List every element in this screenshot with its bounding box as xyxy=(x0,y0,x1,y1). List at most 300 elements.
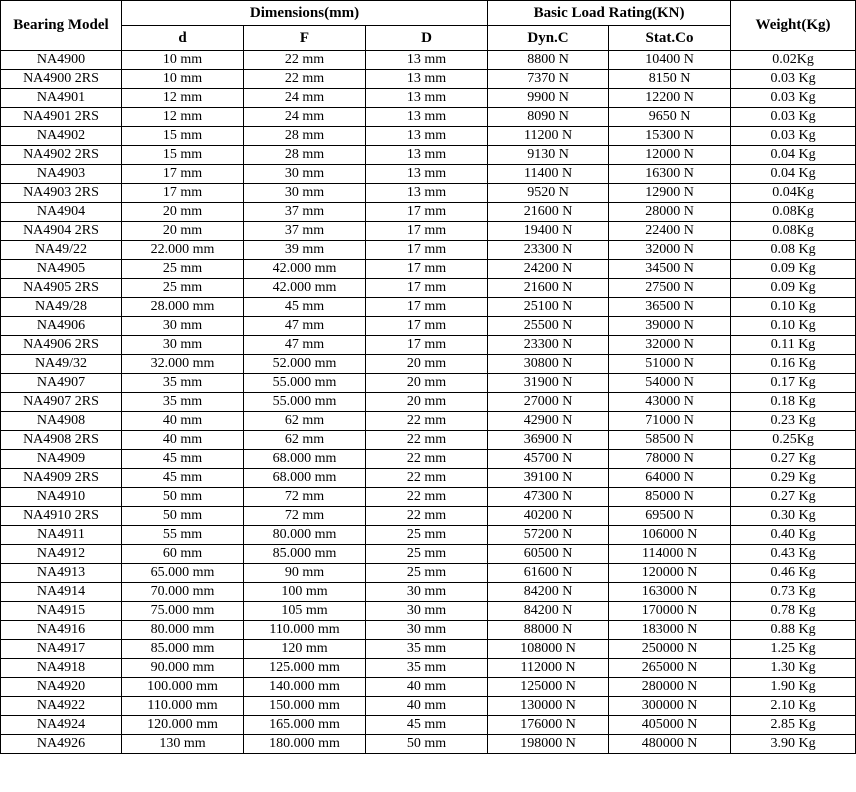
cell-bearing-model: NA49/32 xyxy=(1,355,122,374)
cell-dyn-c: 9130 N xyxy=(488,146,609,165)
cell-bearing-model: NA4918 xyxy=(1,659,122,678)
cell-weight: 0.11 Kg xyxy=(731,336,856,355)
cell-bearing-model: NA4901 xyxy=(1,89,122,108)
cell-f: 120 mm xyxy=(244,640,366,659)
cell-bearing-model: NA4910 xyxy=(1,488,122,507)
cell-d: 40 mm xyxy=(122,412,244,431)
cell-outer-d: 17 mm xyxy=(366,336,488,355)
cell-stat-co: 32000 N xyxy=(609,241,731,260)
cell-bearing-model: NA4917 xyxy=(1,640,122,659)
cell-f: 30 mm xyxy=(244,165,366,184)
cell-weight: 0.09 Kg xyxy=(731,279,856,298)
table-row xyxy=(1,51,856,70)
cell-f: 42.000 mm xyxy=(244,260,366,279)
cell-bearing-model: NA4903 xyxy=(1,165,122,184)
cell-f: 90 mm xyxy=(244,564,366,583)
cell-weight: 1.25 Kg xyxy=(731,640,856,659)
cell-dyn-c: 130000 N xyxy=(488,697,609,716)
table-row xyxy=(1,127,856,146)
cell-outer-d: 17 mm xyxy=(366,317,488,336)
header-outer-diameter-d: D xyxy=(366,26,488,51)
cell-stat-co: 39000 N xyxy=(609,317,731,336)
cell-f: 85.000 mm xyxy=(244,545,366,564)
cell-d: 85.000 mm xyxy=(122,640,244,659)
cell-outer-d: 40 mm xyxy=(366,697,488,716)
cell-outer-d: 20 mm xyxy=(366,355,488,374)
cell-stat-co: 250000 N xyxy=(609,640,731,659)
cell-stat-co: 27500 N xyxy=(609,279,731,298)
table-row xyxy=(1,279,856,298)
cell-dyn-c: 11200 N xyxy=(488,127,609,146)
cell-d: 30 mm xyxy=(122,317,244,336)
cell-f: 55.000 mm xyxy=(244,374,366,393)
header-basic-load-rating: Basic Load Rating(KN) xyxy=(488,1,731,26)
cell-dyn-c: 125000 N xyxy=(488,678,609,697)
cell-f: 24 mm xyxy=(244,89,366,108)
cell-stat-co: 300000 N xyxy=(609,697,731,716)
cell-dyn-c: 36900 N xyxy=(488,431,609,450)
cell-f: 110.000 mm xyxy=(244,621,366,640)
cell-f: 55.000 mm xyxy=(244,393,366,412)
cell-dyn-c: 19400 N xyxy=(488,222,609,241)
cell-weight: 0.03 Kg xyxy=(731,89,856,108)
cell-f: 42.000 mm xyxy=(244,279,366,298)
cell-bearing-model: NA4904 2RS xyxy=(1,222,122,241)
cell-bearing-model: NA4902 xyxy=(1,127,122,146)
cell-bearing-model: NA4911 xyxy=(1,526,122,545)
cell-f: 22 mm xyxy=(244,51,366,70)
cell-d: 15 mm xyxy=(122,127,244,146)
cell-dyn-c: 25500 N xyxy=(488,317,609,336)
cell-weight: 0.04 Kg xyxy=(731,146,856,165)
cell-outer-d: 30 mm xyxy=(366,602,488,621)
table-row xyxy=(1,241,856,260)
cell-outer-d: 22 mm xyxy=(366,507,488,526)
cell-weight: 1.30 Kg xyxy=(731,659,856,678)
cell-d: 12 mm xyxy=(122,89,244,108)
table-row xyxy=(1,260,856,279)
cell-f: 68.000 mm xyxy=(244,469,366,488)
cell-stat-co: 170000 N xyxy=(609,602,731,621)
cell-f: 39 mm xyxy=(244,241,366,260)
cell-d: 25 mm xyxy=(122,260,244,279)
cell-stat-co: 8150 N xyxy=(609,70,731,89)
cell-stat-co: 28000 N xyxy=(609,203,731,222)
cell-stat-co: 480000 N xyxy=(609,735,731,754)
cell-dyn-c: 24200 N xyxy=(488,260,609,279)
cell-stat-co: 10400 N xyxy=(609,51,731,70)
cell-f: 47 mm xyxy=(244,336,366,355)
cell-dyn-c: 8800 N xyxy=(488,51,609,70)
cell-d: 20 mm xyxy=(122,203,244,222)
cell-stat-co: 36500 N xyxy=(609,298,731,317)
cell-f: 140.000 mm xyxy=(244,678,366,697)
table-row xyxy=(1,184,856,203)
header-static-load: Stat.Co xyxy=(609,26,731,51)
cell-outer-d: 22 mm xyxy=(366,412,488,431)
cell-outer-d: 20 mm xyxy=(366,374,488,393)
cell-f: 68.000 mm xyxy=(244,450,366,469)
cell-d: 45 mm xyxy=(122,469,244,488)
table-row xyxy=(1,678,856,697)
cell-dyn-c: 88000 N xyxy=(488,621,609,640)
cell-d: 10 mm xyxy=(122,70,244,89)
table-row xyxy=(1,89,856,108)
cell-dyn-c: 47300 N xyxy=(488,488,609,507)
cell-d: 22.000 mm xyxy=(122,241,244,260)
cell-dyn-c: 57200 N xyxy=(488,526,609,545)
table-row xyxy=(1,165,856,184)
cell-stat-co: 265000 N xyxy=(609,659,731,678)
cell-d: 28.000 mm xyxy=(122,298,244,317)
cell-d: 70.000 mm xyxy=(122,583,244,602)
cell-bearing-model: NA4904 xyxy=(1,203,122,222)
cell-weight: 0.03 Kg xyxy=(731,108,856,127)
cell-weight: 0.10 Kg xyxy=(731,298,856,317)
table-row xyxy=(1,621,856,640)
cell-outer-d: 35 mm xyxy=(366,640,488,659)
cell-weight: 0.09 Kg xyxy=(731,260,856,279)
cell-dyn-c: 40200 N xyxy=(488,507,609,526)
cell-stat-co: 114000 N xyxy=(609,545,731,564)
cell-f: 165.000 mm xyxy=(244,716,366,735)
cell-weight: 0.30 Kg xyxy=(731,507,856,526)
cell-stat-co: 9650 N xyxy=(609,108,731,127)
cell-dyn-c: 108000 N xyxy=(488,640,609,659)
cell-outer-d: 17 mm xyxy=(366,279,488,298)
cell-stat-co: 43000 N xyxy=(609,393,731,412)
cell-outer-d: 13 mm xyxy=(366,146,488,165)
cell-stat-co: 78000 N xyxy=(609,450,731,469)
cell-d: 120.000 mm xyxy=(122,716,244,735)
table-row xyxy=(1,583,856,602)
cell-weight: 2.85 Kg xyxy=(731,716,856,735)
cell-outer-d: 22 mm xyxy=(366,431,488,450)
cell-stat-co: 106000 N xyxy=(609,526,731,545)
cell-d: 65.000 mm xyxy=(122,564,244,583)
table-row xyxy=(1,450,856,469)
cell-dyn-c: 30800 N xyxy=(488,355,609,374)
cell-d: 50 mm xyxy=(122,507,244,526)
cell-f: 72 mm xyxy=(244,488,366,507)
cell-dyn-c: 84200 N xyxy=(488,602,609,621)
cell-outer-d: 17 mm xyxy=(366,203,488,222)
cell-weight: 0.29 Kg xyxy=(731,469,856,488)
cell-stat-co: 183000 N xyxy=(609,621,731,640)
table-row xyxy=(1,545,856,564)
table-row xyxy=(1,298,856,317)
cell-weight: 0.04 Kg xyxy=(731,165,856,184)
cell-bearing-model: NA49/22 xyxy=(1,241,122,260)
cell-f: 28 mm xyxy=(244,146,366,165)
cell-weight: 0.10 Kg xyxy=(731,317,856,336)
cell-outer-d: 17 mm xyxy=(366,298,488,317)
cell-bearing-model: NA4922 xyxy=(1,697,122,716)
header-dimensions: Dimensions(mm) xyxy=(122,1,488,26)
cell-f: 37 mm xyxy=(244,222,366,241)
cell-f: 180.000 mm xyxy=(244,735,366,754)
cell-outer-d: 25 mm xyxy=(366,526,488,545)
table-row xyxy=(1,412,856,431)
cell-dyn-c: 42900 N xyxy=(488,412,609,431)
cell-dyn-c: 31900 N xyxy=(488,374,609,393)
cell-weight: 0.02Kg xyxy=(731,51,856,70)
cell-stat-co: 163000 N xyxy=(609,583,731,602)
cell-outer-d: 13 mm xyxy=(366,108,488,127)
cell-f: 37 mm xyxy=(244,203,366,222)
cell-bearing-model: NA4910 2RS xyxy=(1,507,122,526)
table-row xyxy=(1,659,856,678)
cell-weight: 0.04Kg xyxy=(731,184,856,203)
table-row xyxy=(1,70,856,89)
cell-d: 60 mm xyxy=(122,545,244,564)
cell-weight: 0.88 Kg xyxy=(731,621,856,640)
cell-stat-co: 22400 N xyxy=(609,222,731,241)
cell-dyn-c: 27000 N xyxy=(488,393,609,412)
cell-dyn-c: 176000 N xyxy=(488,716,609,735)
cell-dyn-c: 8090 N xyxy=(488,108,609,127)
cell-stat-co: 34500 N xyxy=(609,260,731,279)
cell-weight: 0.25Kg xyxy=(731,431,856,450)
cell-bearing-model: NA4912 xyxy=(1,545,122,564)
cell-dyn-c: 9520 N xyxy=(488,184,609,203)
header-raceway-diameter-f: F xyxy=(244,26,366,51)
cell-f: 24 mm xyxy=(244,108,366,127)
cell-outer-d: 13 mm xyxy=(366,89,488,108)
cell-bearing-model: NA4924 xyxy=(1,716,122,735)
cell-stat-co: 12000 N xyxy=(609,146,731,165)
cell-outer-d: 22 mm xyxy=(366,450,488,469)
cell-weight: 0.17 Kg xyxy=(731,374,856,393)
cell-bearing-model: NA4908 xyxy=(1,412,122,431)
cell-stat-co: 15300 N xyxy=(609,127,731,146)
table-row xyxy=(1,374,856,393)
cell-bearing-model: NA4916 xyxy=(1,621,122,640)
cell-outer-d: 13 mm xyxy=(366,184,488,203)
cell-bearing-model: NA4907 xyxy=(1,374,122,393)
cell-stat-co: 32000 N xyxy=(609,336,731,355)
cell-bearing-model: NA4908 2RS xyxy=(1,431,122,450)
cell-stat-co: 405000 N xyxy=(609,716,731,735)
cell-f: 80.000 mm xyxy=(244,526,366,545)
cell-outer-d: 22 mm xyxy=(366,469,488,488)
cell-bearing-model: NA49/28 xyxy=(1,298,122,317)
cell-stat-co: 51000 N xyxy=(609,355,731,374)
cell-weight: 0.73 Kg xyxy=(731,583,856,602)
cell-dyn-c: 45700 N xyxy=(488,450,609,469)
cell-weight: 0.78 Kg xyxy=(731,602,856,621)
cell-outer-d: 30 mm xyxy=(366,621,488,640)
cell-f: 105 mm xyxy=(244,602,366,621)
cell-outer-d: 25 mm xyxy=(366,545,488,564)
cell-outer-d: 17 mm xyxy=(366,260,488,279)
cell-dyn-c: 198000 N xyxy=(488,735,609,754)
cell-bearing-model: NA4903 2RS xyxy=(1,184,122,203)
table-row xyxy=(1,317,856,336)
cell-weight: 0.27 Kg xyxy=(731,488,856,507)
cell-dyn-c: 84200 N xyxy=(488,583,609,602)
cell-weight: 0.08Kg xyxy=(731,222,856,241)
cell-bearing-model: NA4907 2RS xyxy=(1,393,122,412)
cell-weight: 0.27 Kg xyxy=(731,450,856,469)
header-row-sub xyxy=(1,26,856,51)
cell-dyn-c: 11400 N xyxy=(488,165,609,184)
cell-d: 110.000 mm xyxy=(122,697,244,716)
cell-weight: 0.43 Kg xyxy=(731,545,856,564)
cell-d: 55 mm xyxy=(122,526,244,545)
table-row xyxy=(1,431,856,450)
cell-f: 22 mm xyxy=(244,70,366,89)
cell-d: 35 mm xyxy=(122,393,244,412)
cell-outer-d: 13 mm xyxy=(366,70,488,89)
cell-f: 62 mm xyxy=(244,412,366,431)
cell-stat-co: 12900 N xyxy=(609,184,731,203)
cell-weight: 2.10 Kg xyxy=(731,697,856,716)
cell-d: 10 mm xyxy=(122,51,244,70)
header-bearing-model: Bearing Model xyxy=(1,1,122,51)
cell-stat-co: 280000 N xyxy=(609,678,731,697)
cell-f: 72 mm xyxy=(244,507,366,526)
cell-bearing-model: NA4909 xyxy=(1,450,122,469)
cell-stat-co: 58500 N xyxy=(609,431,731,450)
cell-stat-co: 64000 N xyxy=(609,469,731,488)
cell-outer-d: 45 mm xyxy=(366,716,488,735)
table-row xyxy=(1,526,856,545)
cell-f: 62 mm xyxy=(244,431,366,450)
cell-stat-co: 12200 N xyxy=(609,89,731,108)
header-dynamic-load: Dyn.C xyxy=(488,26,609,51)
cell-stat-co: 120000 N xyxy=(609,564,731,583)
cell-d: 40 mm xyxy=(122,431,244,450)
cell-stat-co: 54000 N xyxy=(609,374,731,393)
table-row xyxy=(1,564,856,583)
cell-f: 125.000 mm xyxy=(244,659,366,678)
cell-weight: 0.40 Kg xyxy=(731,526,856,545)
cell-bearing-model: NA4900 2RS xyxy=(1,70,122,89)
cell-d: 45 mm xyxy=(122,450,244,469)
cell-d: 17 mm xyxy=(122,184,244,203)
cell-d: 25 mm xyxy=(122,279,244,298)
cell-d: 130 mm xyxy=(122,735,244,754)
cell-outer-d: 22 mm xyxy=(366,488,488,507)
table-row xyxy=(1,355,856,374)
cell-bearing-model: NA4906 xyxy=(1,317,122,336)
cell-weight: 3.90 Kg xyxy=(731,735,856,754)
table-row xyxy=(1,735,856,754)
cell-d: 30 mm xyxy=(122,336,244,355)
cell-dyn-c: 23300 N xyxy=(488,241,609,260)
cell-d: 32.000 mm xyxy=(122,355,244,374)
header-row-top xyxy=(1,1,856,26)
cell-f: 28 mm xyxy=(244,127,366,146)
table-row xyxy=(1,203,856,222)
cell-d: 12 mm xyxy=(122,108,244,127)
cell-outer-d: 13 mm xyxy=(366,165,488,184)
table-row xyxy=(1,222,856,241)
cell-outer-d: 30 mm xyxy=(366,583,488,602)
cell-outer-d: 17 mm xyxy=(366,241,488,260)
cell-bearing-model: NA4915 xyxy=(1,602,122,621)
cell-outer-d: 50 mm xyxy=(366,735,488,754)
cell-d: 90.000 mm xyxy=(122,659,244,678)
cell-weight: 0.08Kg xyxy=(731,203,856,222)
cell-f: 47 mm xyxy=(244,317,366,336)
cell-weight: 0.46 Kg xyxy=(731,564,856,583)
cell-bearing-model: NA4906 2RS xyxy=(1,336,122,355)
cell-bearing-model: NA4913 xyxy=(1,564,122,583)
cell-bearing-model: NA4909 2RS xyxy=(1,469,122,488)
cell-dyn-c: 25100 N xyxy=(488,298,609,317)
cell-weight: 0.16 Kg xyxy=(731,355,856,374)
cell-bearing-model: NA4900 xyxy=(1,51,122,70)
table-row xyxy=(1,336,856,355)
cell-dyn-c: 21600 N xyxy=(488,203,609,222)
cell-f: 100 mm xyxy=(244,583,366,602)
cell-d: 75.000 mm xyxy=(122,602,244,621)
cell-dyn-c: 60500 N xyxy=(488,545,609,564)
cell-d: 15 mm xyxy=(122,146,244,165)
cell-bearing-model: NA4901 2RS xyxy=(1,108,122,127)
cell-weight: 0.03 Kg xyxy=(731,127,856,146)
table-row xyxy=(1,716,856,735)
cell-d: 20 mm xyxy=(122,222,244,241)
cell-d: 100.000 mm xyxy=(122,678,244,697)
table-row xyxy=(1,393,856,412)
table-body xyxy=(1,51,856,754)
cell-bearing-model: NA4902 2RS xyxy=(1,146,122,165)
cell-weight: 1.90 Kg xyxy=(731,678,856,697)
table-row xyxy=(1,507,856,526)
cell-bearing-model: NA4926 xyxy=(1,735,122,754)
cell-d: 35 mm xyxy=(122,374,244,393)
cell-weight: 0.03 Kg xyxy=(731,70,856,89)
header-weight: Weight(Kg) xyxy=(731,1,856,51)
cell-bearing-model: NA4914 xyxy=(1,583,122,602)
table-row xyxy=(1,640,856,659)
cell-dyn-c: 23300 N xyxy=(488,336,609,355)
cell-bearing-model: NA4905 xyxy=(1,260,122,279)
table-row xyxy=(1,469,856,488)
cell-dyn-c: 9900 N xyxy=(488,89,609,108)
table-row xyxy=(1,488,856,507)
table-row xyxy=(1,697,856,716)
cell-outer-d: 17 mm xyxy=(366,222,488,241)
cell-stat-co: 16300 N xyxy=(609,165,731,184)
cell-outer-d: 13 mm xyxy=(366,51,488,70)
cell-dyn-c: 61600 N xyxy=(488,564,609,583)
cell-weight: 0.18 Kg xyxy=(731,393,856,412)
cell-outer-d: 13 mm xyxy=(366,127,488,146)
cell-stat-co: 69500 N xyxy=(609,507,731,526)
cell-outer-d: 20 mm xyxy=(366,393,488,412)
cell-stat-co: 85000 N xyxy=(609,488,731,507)
cell-dyn-c: 21600 N xyxy=(488,279,609,298)
table-row xyxy=(1,108,856,127)
cell-outer-d: 40 mm xyxy=(366,678,488,697)
cell-dyn-c: 39100 N xyxy=(488,469,609,488)
cell-stat-co: 71000 N xyxy=(609,412,731,431)
cell-d: 80.000 mm xyxy=(122,621,244,640)
cell-bearing-model: NA4920 xyxy=(1,678,122,697)
cell-dyn-c: 7370 N xyxy=(488,70,609,89)
header-inner-diameter-d: d xyxy=(122,26,244,51)
cell-f: 45 mm xyxy=(244,298,366,317)
cell-dyn-c: 112000 N xyxy=(488,659,609,678)
cell-f: 52.000 mm xyxy=(244,355,366,374)
table-row xyxy=(1,602,856,621)
cell-f: 30 mm xyxy=(244,184,366,203)
table-row xyxy=(1,146,856,165)
